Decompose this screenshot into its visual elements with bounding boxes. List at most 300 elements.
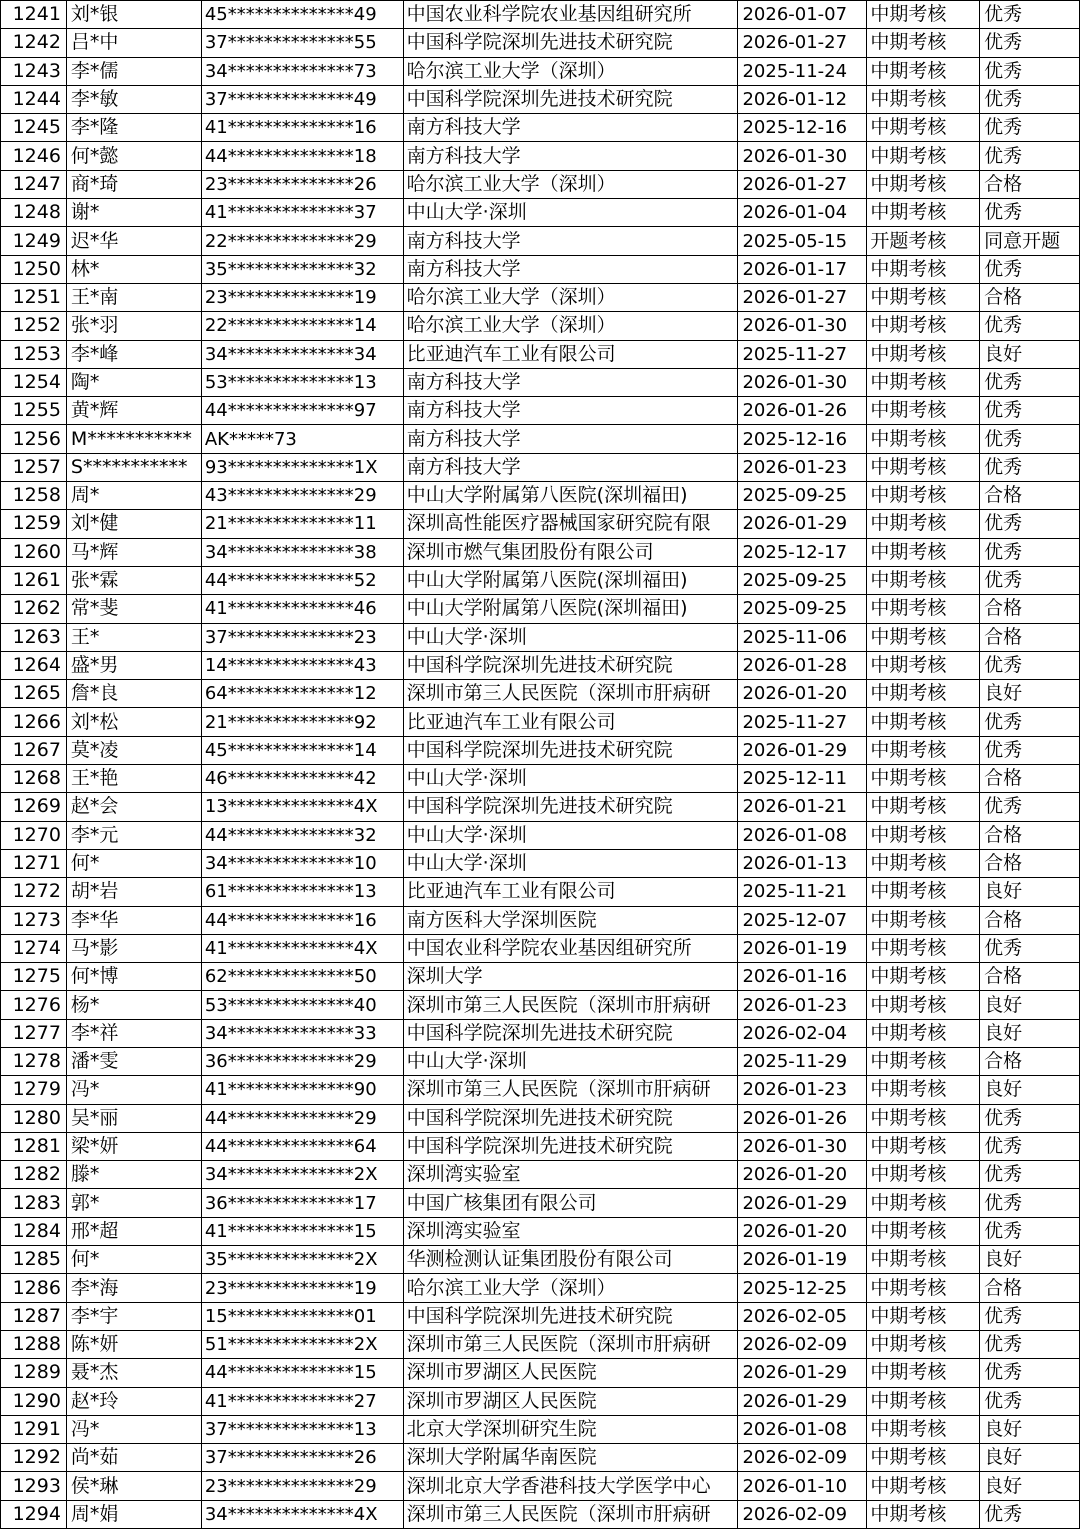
row-number-cell: 1269 [1,793,67,821]
id-number-cell: 61**************13 [201,878,403,906]
table-row [1,878,1080,906]
name-cell: 王* [66,623,201,651]
organization-cell: 华测检测认证集团股份有限公司 [403,1246,738,1274]
id-number-cell: 37**************13 [201,1415,403,1443]
table-row [1,651,1080,679]
id-number-cell: 34**************2X [201,1161,403,1189]
result-cell: 优秀 [980,1104,1080,1132]
organization-cell: 深圳湾实验室 [403,1217,738,1245]
date-cell: 2025-11-06 [738,623,867,651]
date-cell: 2026-01-29 [738,1189,867,1217]
organization-cell: 南方科技大学 [403,227,738,255]
assessment-type-cell: 中期考核 [867,1104,980,1132]
assessment-type-cell: 中期考核 [867,849,980,877]
name-cell: 陶* [66,368,201,396]
date-cell: 2025-11-27 [738,340,867,368]
row-number-cell: 1265 [1,680,67,708]
table-row [1,1387,1080,1415]
table-row [1,312,1080,340]
name-cell: 李*元 [66,821,201,849]
date-cell: 2026-01-10 [738,1472,867,1500]
organization-cell: 北京大学深圳研究生院 [403,1415,738,1443]
date-cell: 2026-01-13 [738,849,867,877]
date-cell: 2026-01-12 [738,85,867,113]
organization-cell: 中国科学院深圳先进技术研究院 [403,29,738,57]
name-cell: 梁*妍 [66,1132,201,1160]
date-cell: 2026-01-23 [738,991,867,1019]
table-row [1,708,1080,736]
name-cell: 刘*松 [66,708,201,736]
table-row [1,199,1080,227]
assessment-type-cell: 中期考核 [867,1415,980,1443]
name-cell: 刘*健 [66,510,201,538]
date-cell: 2026-01-20 [738,680,867,708]
result-cell: 优秀 [980,29,1080,57]
id-number-cell: 44**************29 [201,1104,403,1132]
date-cell: 2026-02-09 [738,1330,867,1358]
result-cell: 优秀 [980,538,1080,566]
date-cell: 2026-01-27 [738,283,867,311]
id-number-cell: 22**************29 [201,227,403,255]
result-cell: 优秀 [980,1359,1080,1387]
id-number-cell: 23**************19 [201,1274,403,1302]
table-row [1,1047,1080,1075]
name-cell: 刘*银 [66,1,201,29]
id-number-cell: 23**************26 [201,170,403,198]
date-cell: 2026-01-17 [738,255,867,283]
id-number-cell: 44**************16 [201,906,403,934]
result-cell: 优秀 [980,1,1080,29]
name-cell: 冯* [66,1076,201,1104]
id-number-cell: 34**************38 [201,538,403,566]
id-number-cell: 15**************01 [201,1302,403,1330]
id-number-cell: 23**************29 [201,1472,403,1500]
name-cell: 黄*辉 [66,397,201,425]
row-number-cell: 1277 [1,1019,67,1047]
id-number-cell: 21**************92 [201,708,403,736]
result-cell: 良好 [980,340,1080,368]
assessment-type-cell: 中期考核 [867,793,980,821]
table-row [1,1359,1080,1387]
date-cell: 2026-02-09 [738,1500,867,1528]
result-cell: 合格 [980,482,1080,510]
row-number-cell: 1285 [1,1246,67,1274]
row-number-cell: 1264 [1,651,67,679]
id-number-cell: 34**************33 [201,1019,403,1047]
id-number-cell: AK*****73 [201,425,403,453]
table-row [1,1330,1080,1358]
assessment-type-cell: 中期考核 [867,651,980,679]
organization-cell: 深圳市第三人民医院（深圳市肝病研 [403,680,738,708]
date-cell: 2026-01-16 [738,963,867,991]
result-cell: 优秀 [980,736,1080,764]
date-cell: 2025-09-25 [738,566,867,594]
row-number-cell: 1283 [1,1189,67,1217]
name-cell: 何*懿 [66,142,201,170]
organization-cell: 南方科技大学 [403,453,738,481]
name-cell: 潘*雯 [66,1047,201,1075]
name-cell: 吴*丽 [66,1104,201,1132]
table-row [1,595,1080,623]
date-cell: 2025-12-16 [738,114,867,142]
row-number-cell: 1241 [1,1,67,29]
table-row [1,991,1080,1019]
table-row [1,934,1080,962]
row-number-cell: 1256 [1,425,67,453]
assessment-type-cell: 中期考核 [867,1161,980,1189]
id-number-cell: 53**************40 [201,991,403,1019]
row-number-cell: 1280 [1,1104,67,1132]
name-cell: 谢* [66,199,201,227]
assessment-type-cell: 中期考核 [867,453,980,481]
name-cell: 何* [66,1246,201,1274]
assessment-type-cell: 中期考核 [867,57,980,85]
id-number-cell: 34**************10 [201,849,403,877]
name-cell: S*********** [66,453,201,481]
name-cell: M*********** [66,425,201,453]
result-cell: 优秀 [980,1330,1080,1358]
date-cell: 2026-01-26 [738,1104,867,1132]
organization-cell: 中国农业科学院农业基因组研究所 [403,1,738,29]
result-cell: 良好 [980,1444,1080,1472]
row-number-cell: 1249 [1,227,67,255]
row-number-cell: 1258 [1,482,67,510]
name-cell: 莫*凌 [66,736,201,764]
row-number-cell: 1282 [1,1161,67,1189]
date-cell: 2025-11-24 [738,57,867,85]
result-cell: 优秀 [980,934,1080,962]
date-cell: 2026-01-08 [738,1415,867,1443]
assessment-type-cell: 中期考核 [867,425,980,453]
date-cell: 2026-01-20 [738,1217,867,1245]
result-cell: 优秀 [980,1189,1080,1217]
result-cell: 优秀 [980,1217,1080,1245]
organization-cell: 哈尔滨工业大学（深圳） [403,312,738,340]
id-number-cell: 41**************46 [201,595,403,623]
table-row [1,566,1080,594]
table-row [1,623,1080,651]
assessment-type-cell: 中期考核 [867,170,980,198]
id-number-cell: 35**************2X [201,1246,403,1274]
table-row [1,1132,1080,1160]
organization-cell: 中山大学·深圳 [403,623,738,651]
date-cell: 2025-12-11 [738,765,867,793]
assessment-type-cell: 中期考核 [867,29,980,57]
organization-cell: 中国科学院深圳先进技术研究院 [403,793,738,821]
result-cell: 合格 [980,170,1080,198]
row-number-cell: 1287 [1,1302,67,1330]
row-number-cell: 1261 [1,566,67,594]
row-number-cell: 1291 [1,1415,67,1443]
row-number-cell: 1292 [1,1444,67,1472]
id-number-cell: 13**************4X [201,793,403,821]
row-number-cell: 1263 [1,623,67,651]
result-cell: 合格 [980,1047,1080,1075]
organization-cell: 中国科学院深圳先进技术研究院 [403,1132,738,1160]
name-cell: 张*羽 [66,312,201,340]
name-cell: 李*华 [66,906,201,934]
assessment-type-cell: 中期考核 [867,397,980,425]
row-number-cell: 1276 [1,991,67,1019]
organization-cell: 比亚迪汽车工业有限公司 [403,708,738,736]
name-cell: 李*敏 [66,85,201,113]
organization-cell: 中山大学附属第八医院(深圳福田) [403,566,738,594]
result-cell: 优秀 [980,510,1080,538]
assessment-type-cell: 中期考核 [867,1302,980,1330]
result-cell: 优秀 [980,312,1080,340]
table-row [1,1246,1080,1274]
table-row [1,283,1080,311]
name-cell: 李*峰 [66,340,201,368]
organization-cell: 深圳湾实验室 [403,1161,738,1189]
name-cell: 林* [66,255,201,283]
name-cell: 冯* [66,1415,201,1443]
date-cell: 2026-01-19 [738,934,867,962]
organization-cell: 中国科学院深圳先进技术研究院 [403,85,738,113]
row-number-cell: 1243 [1,57,67,85]
id-number-cell: 41**************90 [201,1076,403,1104]
assessment-type-cell: 中期考核 [867,510,980,538]
assessment-type-cell: 中期考核 [867,1246,980,1274]
assessment-type-cell: 中期考核 [867,906,980,934]
result-cell: 优秀 [980,1387,1080,1415]
id-number-cell: 36**************29 [201,1047,403,1075]
assessment-type-cell: 中期考核 [867,595,980,623]
result-cell: 良好 [980,991,1080,1019]
assessment-type-cell: 中期考核 [867,340,980,368]
table-row [1,765,1080,793]
assessment-type-cell: 中期考核 [867,765,980,793]
assessment-type-cell: 中期考核 [867,283,980,311]
organization-cell: 南方科技大学 [403,255,738,283]
id-number-cell: 37**************55 [201,29,403,57]
assessment-type-cell: 中期考核 [867,482,980,510]
result-cell: 优秀 [980,114,1080,142]
date-cell: 2025-09-25 [738,595,867,623]
organization-cell: 南方医科大学深圳医院 [403,906,738,934]
id-number-cell: 53**************13 [201,368,403,396]
assessment-type-cell: 中期考核 [867,538,980,566]
result-cell: 优秀 [980,255,1080,283]
id-number-cell: 44**************32 [201,821,403,849]
organization-cell: 中山大学·深圳 [403,849,738,877]
organization-cell: 深圳市罗湖区人民医院 [403,1387,738,1415]
date-cell: 2026-01-27 [738,170,867,198]
table-row [1,538,1080,566]
organization-cell: 中山大学附属第八医院(深圳福田) [403,482,738,510]
assessment-type-cell: 中期考核 [867,1019,980,1047]
result-cell: 优秀 [980,453,1080,481]
name-cell: 詹*良 [66,680,201,708]
assessment-type-cell: 中期考核 [867,1189,980,1217]
table-row [1,57,1080,85]
organization-cell: 中山大学·深圳 [403,199,738,227]
organization-cell: 中国科学院深圳先进技术研究院 [403,1104,738,1132]
table-row [1,1076,1080,1104]
organization-cell: 深圳北京大学香港科技大学医学中心 [403,1472,738,1500]
assessment-type-cell: 中期考核 [867,1500,980,1528]
table-row [1,340,1080,368]
date-cell: 2025-12-17 [738,538,867,566]
table-row [1,255,1080,283]
name-cell: 郭* [66,1189,201,1217]
assessment-type-cell: 中期考核 [867,312,980,340]
result-cell: 良好 [980,878,1080,906]
result-cell: 优秀 [980,1132,1080,1160]
row-number-cell: 1244 [1,85,67,113]
name-cell: 尚*茹 [66,1444,201,1472]
assessment-type-cell: 中期考核 [867,623,980,651]
assessment-type-cell: 中期考核 [867,1076,980,1104]
date-cell: 2026-01-30 [738,142,867,170]
row-number-cell: 1259 [1,510,67,538]
result-cell: 合格 [980,849,1080,877]
organization-cell: 哈尔滨工业大学（深圳） [403,170,738,198]
result-cell: 合格 [980,1274,1080,1302]
id-number-cell: 23**************19 [201,283,403,311]
organization-cell: 中国科学院深圳先进技术研究院 [403,1302,738,1330]
row-number-cell: 1286 [1,1274,67,1302]
date-cell: 2026-01-20 [738,1161,867,1189]
date-cell: 2025-11-27 [738,708,867,736]
id-number-cell: 93**************1X [201,453,403,481]
table-row [1,482,1080,510]
row-number-cell: 1254 [1,368,67,396]
date-cell: 2025-09-25 [738,482,867,510]
id-number-cell: 36**************17 [201,1189,403,1217]
organization-cell: 中山大学·深圳 [403,765,738,793]
result-cell: 优秀 [980,368,1080,396]
table-row [1,821,1080,849]
name-cell: 李*海 [66,1274,201,1302]
row-number-cell: 1281 [1,1132,67,1160]
organization-cell: 深圳市第三人民医院（深圳市肝病研 [403,1500,738,1528]
assessment-type-cell: 中期考核 [867,963,980,991]
assessment-type-cell: 中期考核 [867,991,980,1019]
result-cell: 良好 [980,1415,1080,1443]
id-number-cell: 37**************49 [201,85,403,113]
result-cell: 优秀 [980,397,1080,425]
organization-cell: 南方科技大学 [403,368,738,396]
table-row [1,1444,1080,1472]
table-row [1,1274,1080,1302]
assessment-type-cell: 中期考核 [867,934,980,962]
row-number-cell: 1245 [1,114,67,142]
result-cell: 优秀 [980,85,1080,113]
date-cell: 2026-01-23 [738,453,867,481]
organization-cell: 深圳市第三人民医院（深圳市肝病研 [403,991,738,1019]
id-number-cell: 62**************50 [201,963,403,991]
row-number-cell: 1268 [1,765,67,793]
date-cell: 2026-01-30 [738,312,867,340]
row-number-cell: 1270 [1,821,67,849]
id-number-cell: 37**************26 [201,1444,403,1472]
assessment-type-cell: 中期考核 [867,114,980,142]
table-row [1,425,1080,453]
row-number-cell: 1284 [1,1217,67,1245]
date-cell: 2025-12-16 [738,425,867,453]
organization-cell: 中山大学·深圳 [403,821,738,849]
id-number-cell: 34**************73 [201,57,403,85]
assessment-type-cell: 中期考核 [867,199,980,227]
table-row [1,142,1080,170]
table-row [1,1302,1080,1330]
id-number-cell: 46**************42 [201,765,403,793]
date-cell: 2026-01-28 [738,651,867,679]
organization-cell: 深圳市罗湖区人民医院 [403,1359,738,1387]
result-cell: 同意开题 [980,227,1080,255]
result-cell: 优秀 [980,708,1080,736]
id-number-cell: 14**************43 [201,651,403,679]
id-number-cell: 45**************14 [201,736,403,764]
organization-cell: 中山大学附属第八医院(深圳福田) [403,595,738,623]
row-number-cell: 1253 [1,340,67,368]
organization-cell: 中国广核集团有限公司 [403,1189,738,1217]
result-cell: 良好 [980,1076,1080,1104]
name-cell: 胡*岩 [66,878,201,906]
assessment-type-cell: 中期考核 [867,878,980,906]
assessment-type-cell: 中期考核 [867,255,980,283]
row-number-cell: 1267 [1,736,67,764]
date-cell: 2026-01-30 [738,368,867,396]
organization-cell: 深圳市燃气集团股份有限公司 [403,538,738,566]
result-cell: 优秀 [980,57,1080,85]
row-number-cell: 1246 [1,142,67,170]
id-number-cell: 44**************15 [201,1359,403,1387]
result-cell: 合格 [980,765,1080,793]
assessment-type-cell: 中期考核 [867,368,980,396]
result-cell: 良好 [980,680,1080,708]
date-cell: 2026-02-04 [738,1019,867,1047]
name-cell: 盛*男 [66,651,201,679]
assessment-type-cell: 中期考核 [867,566,980,594]
date-cell: 2026-01-29 [738,736,867,764]
result-cell: 合格 [980,595,1080,623]
result-cell: 优秀 [980,199,1080,227]
row-number-cell: 1274 [1,934,67,962]
assessment-type-cell: 中期考核 [867,85,980,113]
organization-cell: 深圳市第三人民医院（深圳市肝病研 [403,1330,738,1358]
table-row [1,1217,1080,1245]
id-number-cell: 44**************97 [201,397,403,425]
table-row [1,736,1080,764]
row-number-cell: 1248 [1,199,67,227]
row-number-cell: 1290 [1,1387,67,1415]
organization-cell: 中山大学·深圳 [403,1047,738,1075]
row-number-cell: 1272 [1,878,67,906]
organization-cell: 南方科技大学 [403,397,738,425]
date-cell: 2025-12-25 [738,1274,867,1302]
name-cell: 陈*妍 [66,1330,201,1358]
row-number-cell: 1266 [1,708,67,736]
organization-cell: 深圳大学附属华南医院 [403,1444,738,1472]
result-cell: 合格 [980,623,1080,651]
organization-cell: 深圳高性能医疗器械国家研究院有限 [403,510,738,538]
organization-cell: 比亚迪汽车工业有限公司 [403,878,738,906]
row-number-cell: 1252 [1,312,67,340]
organization-cell: 深圳市第三人民医院（深圳市肝病研 [403,1076,738,1104]
result-cell: 优秀 [980,651,1080,679]
row-number-cell: 1262 [1,595,67,623]
name-cell: 王*艳 [66,765,201,793]
date-cell: 2026-01-26 [738,397,867,425]
table-row [1,368,1080,396]
table-row [1,1019,1080,1047]
name-cell: 周* [66,482,201,510]
table-row [1,85,1080,113]
id-number-cell: 44**************52 [201,566,403,594]
id-number-cell: 45**************49 [201,1,403,29]
